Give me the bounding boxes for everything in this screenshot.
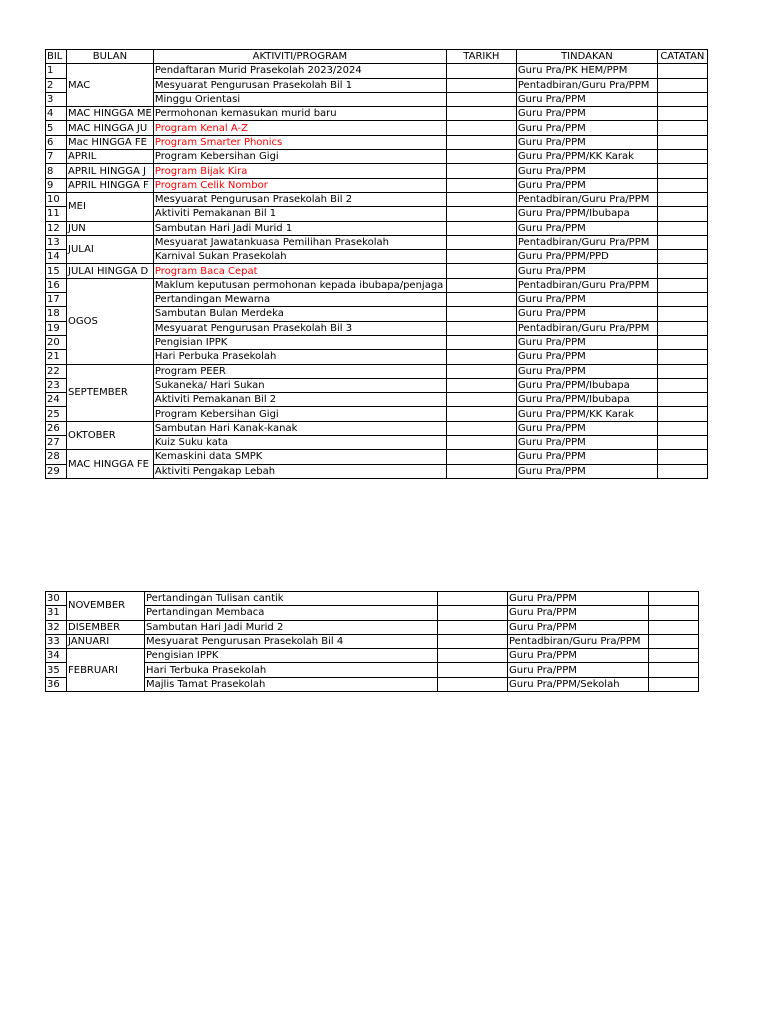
- aktiviti-cell: Program Celik Nombor: [153, 178, 446, 192]
- bil-cell: 35: [46, 663, 67, 677]
- bil-cell: 18: [46, 307, 67, 321]
- aktiviti-cell: Mesyuarat Pengurusan Prasekolah Bil 3: [153, 321, 446, 335]
- tindakan-cell: Guru Pra/PPM: [516, 335, 657, 349]
- bil-cell: 3: [46, 92, 67, 106]
- catatan-cell: [657, 421, 707, 435]
- aktiviti-cell: Program PEER: [153, 364, 446, 378]
- catatan-cell: [657, 207, 707, 221]
- table-row: [46, 178, 708, 192]
- bil-cell: 26: [46, 421, 67, 435]
- bulan-cell: NOVEMBER: [67, 592, 145, 621]
- tindakan-cell: Guru Pra/PPM: [516, 221, 657, 235]
- tarikh-cell: [446, 307, 516, 321]
- tindakan-cell: Guru Pra/PPM: [516, 121, 657, 135]
- tindakan-cell: Pentadbiran/Guru Pra/PPM: [516, 235, 657, 249]
- bulan-cell: FEBRUARI: [67, 649, 145, 692]
- aktiviti-cell: Maklum keputusan permohonan kepada ibubapa/penjaga: [153, 278, 446, 292]
- aktiviti-cell: Program Kebersihan Gigi: [153, 150, 446, 164]
- bil-cell: 36: [46, 677, 67, 691]
- bil-cell: 8: [46, 164, 67, 178]
- header-tindakan: TINDAKAN: [516, 50, 657, 64]
- catatan-cell: [657, 464, 707, 478]
- aktiviti-cell: Sambutan Hari Jadi Murid 1: [153, 221, 446, 235]
- bil-cell: 25: [46, 407, 67, 421]
- tindakan-cell: Guru Pra/PPM: [508, 606, 649, 620]
- bulan-cell: MAC HINGGA JU: [67, 121, 154, 135]
- bulan-cell: MAC HINGGA FE: [67, 450, 154, 479]
- bil-cell: 22: [46, 364, 67, 378]
- bulan-cell: JANUARI: [67, 634, 145, 648]
- tarikh-cell: [446, 293, 516, 307]
- aktiviti-cell: Mesyuarat Jawatankuasa Pemilihan Prasekolah: [153, 235, 446, 249]
- aktiviti-cell: Kuiz Suku kata: [153, 436, 446, 450]
- bil-cell: 12: [46, 221, 67, 235]
- tindakan-cell: Pentadbiran/Guru Pra/PPM: [516, 192, 657, 206]
- tindakan-cell: Guru Pra/PPM/Ibubapa: [516, 378, 657, 392]
- tarikh-cell: [446, 178, 516, 192]
- catatan-cell: [657, 450, 707, 464]
- bil-cell: 24: [46, 393, 67, 407]
- tarikh-cell: [446, 378, 516, 392]
- tindakan-cell: Guru Pra/PPM: [516, 107, 657, 121]
- table-row: [46, 64, 708, 78]
- tarikh-cell: [446, 464, 516, 478]
- catatan-cell: [657, 92, 707, 106]
- bil-cell: 28: [46, 450, 67, 464]
- bil-cell: 17: [46, 293, 67, 307]
- bil-cell: 15: [46, 264, 67, 278]
- bulan-cell: SEPTEMBER: [67, 364, 154, 421]
- header-catatan: CATATAN: [657, 50, 707, 64]
- tindakan-cell: Guru Pra/PPM: [516, 164, 657, 178]
- tarikh-cell: [446, 150, 516, 164]
- bulan-cell: Mac HINGGA FE: [67, 135, 154, 149]
- activity-table-continued: [45, 591, 699, 692]
- tindakan-cell: Guru Pra/PPM: [516, 350, 657, 364]
- tarikh-cell: [446, 78, 516, 92]
- table-row: [46, 235, 708, 249]
- aktiviti-cell: Program Kenal A-Z: [153, 121, 446, 135]
- aktiviti-cell: Minggu Orientasi: [153, 92, 446, 106]
- tarikh-cell: [446, 436, 516, 450]
- bulan-cell: APRIL HINGGA J: [67, 164, 154, 178]
- catatan-cell: [657, 107, 707, 121]
- aktiviti-cell: Hari Terbuka Prasekolah: [145, 663, 438, 677]
- catatan-cell: [657, 307, 707, 321]
- tarikh-cell: [446, 278, 516, 292]
- tindakan-cell: Guru Pra/PPM: [516, 421, 657, 435]
- tarikh-cell: [438, 677, 508, 691]
- catatan-cell: [649, 663, 699, 677]
- tindakan-cell: Guru Pra/PPM: [508, 620, 649, 634]
- aktiviti-cell: Sambutan Bulan Merdeka: [153, 307, 446, 321]
- tindakan-cell: Guru Pra/PK HEM/PPM: [516, 64, 657, 78]
- catatan-cell: [649, 592, 699, 606]
- aktiviti-cell: Program Kebersihan Gigi: [153, 407, 446, 421]
- tarikh-cell: [446, 107, 516, 121]
- header-bil: BIL: [46, 50, 67, 64]
- bil-cell: 4: [46, 107, 67, 121]
- tarikh-cell: [446, 264, 516, 278]
- table-row: [46, 121, 708, 135]
- bil-cell: 11: [46, 207, 67, 221]
- tarikh-cell: [438, 663, 508, 677]
- catatan-cell: [657, 221, 707, 235]
- tindakan-cell: Guru Pra/PPM: [516, 464, 657, 478]
- table-row: [46, 221, 708, 235]
- activity-rows-1: [46, 64, 708, 479]
- catatan-cell: [657, 178, 707, 192]
- catatan-cell: [657, 235, 707, 249]
- bulan-cell: APRIL HINGGA F: [67, 178, 154, 192]
- aktiviti-cell: Karnival Sukan Prasekolah: [153, 250, 446, 264]
- tarikh-cell: [446, 221, 516, 235]
- tarikh-cell: [438, 592, 508, 606]
- aktiviti-cell: Hari Perbuka Prasekolah: [153, 350, 446, 364]
- tarikh-cell: [446, 121, 516, 135]
- tarikh-cell: [446, 407, 516, 421]
- tarikh-cell: [446, 350, 516, 364]
- aktiviti-cell: Pertandingan Tulisan cantik: [145, 592, 438, 606]
- tindakan-cell: Guru Pra/PPM/Ibubapa: [516, 393, 657, 407]
- catatan-cell: [649, 606, 699, 620]
- aktiviti-cell: Permohonan kemasukan murid baru: [153, 107, 446, 121]
- bil-cell: 7: [46, 150, 67, 164]
- aktiviti-cell: Sambutan Hari Jadi Murid 2: [145, 620, 438, 634]
- activity-table-main: [45, 49, 708, 479]
- catatan-cell: [657, 78, 707, 92]
- bil-cell: 34: [46, 649, 67, 663]
- aktiviti-cell: Mesyuarat Pengurusan Prasekolah Bil 2: [153, 192, 446, 206]
- table-row: [46, 364, 708, 378]
- tindakan-cell: Guru Pra/PPM: [516, 92, 657, 106]
- catatan-cell: [657, 150, 707, 164]
- catatan-cell: [657, 321, 707, 335]
- aktiviti-cell: Sambutan Hari Kanak-kanak: [153, 421, 446, 435]
- table-row: [46, 649, 699, 663]
- bulan-cell: DISEMBER: [67, 620, 145, 634]
- catatan-cell: [649, 677, 699, 691]
- catatan-cell: [657, 335, 707, 349]
- table-row: [46, 264, 708, 278]
- bil-cell: 23: [46, 378, 67, 392]
- bil-cell: 27: [46, 436, 67, 450]
- aktiviti-cell: Aktiviti Pemakanan Bil 1: [153, 207, 446, 221]
- bil-cell: 16: [46, 278, 67, 292]
- tarikh-cell: [446, 364, 516, 378]
- aktiviti-cell: Aktiviti Pengakap Lebah: [153, 464, 446, 478]
- aktiviti-cell: Pendaftaran Murid Prasekolah 2023/2024: [153, 64, 446, 78]
- tindakan-cell: Guru Pra/PPM/Ibubapa: [516, 207, 657, 221]
- bil-cell: 32: [46, 620, 67, 634]
- bil-cell: 13: [46, 235, 67, 249]
- tarikh-cell: [446, 135, 516, 149]
- bulan-cell: JUN: [67, 221, 154, 235]
- catatan-cell: [657, 407, 707, 421]
- bil-cell: 20: [46, 335, 67, 349]
- tarikh-cell: [446, 164, 516, 178]
- tindakan-cell: Pentadbiran/Guru Pra/PPM: [516, 321, 657, 335]
- catatan-cell: [657, 436, 707, 450]
- catatan-cell: [657, 278, 707, 292]
- bil-cell: 21: [46, 350, 67, 364]
- catatan-cell: [657, 350, 707, 364]
- tarikh-cell: [438, 634, 508, 648]
- aktiviti-cell: Pengisian IPPK: [145, 649, 438, 663]
- aktiviti-cell: Kemaskini data SMPK: [153, 450, 446, 464]
- aktiviti-cell: Program Bijak Kira: [153, 164, 446, 178]
- table-row: [46, 107, 708, 121]
- catatan-cell: [657, 192, 707, 206]
- tindakan-cell: Guru Pra/PPM: [516, 135, 657, 149]
- table-row: [46, 634, 699, 648]
- tarikh-cell: [446, 207, 516, 221]
- tindakan-cell: Guru Pra/PPM/KK Karak: [516, 407, 657, 421]
- tindakan-cell: Guru Pra/PPM: [508, 649, 649, 663]
- table-row: [46, 164, 708, 178]
- aktiviti-cell: Program Smarter Phonics: [153, 135, 446, 149]
- bulan-cell: MEI: [67, 192, 154, 221]
- aktiviti-cell: Program Baca Cepat: [153, 264, 446, 278]
- tindakan-cell: Guru Pra/PPM: [516, 364, 657, 378]
- tarikh-cell: [446, 235, 516, 249]
- bil-cell: 19: [46, 321, 67, 335]
- tindakan-cell: Guru Pra/PPM/PPD: [516, 250, 657, 264]
- tindakan-cell: Pentadbiran/Guru Pra/PPM: [516, 78, 657, 92]
- table-row: [46, 450, 708, 464]
- header-bulan: BULAN: [67, 50, 154, 64]
- catatan-cell: [657, 364, 707, 378]
- catatan-cell: [649, 649, 699, 663]
- catatan-cell: [657, 293, 707, 307]
- catatan-cell: [657, 121, 707, 135]
- aktiviti-cell: Majlis Tamat Prasekolah: [145, 677, 438, 691]
- catatan-cell: [657, 264, 707, 278]
- table-row: [46, 592, 699, 606]
- tarikh-cell: [446, 92, 516, 106]
- catatan-cell: [657, 250, 707, 264]
- bulan-cell: APRIL: [67, 150, 154, 164]
- catatan-cell: [649, 620, 699, 634]
- aktiviti-cell: Pertandingan Membaca: [145, 606, 438, 620]
- bulan-cell: MAC: [67, 64, 154, 107]
- table-row: [46, 278, 708, 292]
- header-aktiviti: AKTIVITI/PROGRAM: [153, 50, 446, 64]
- bil-cell: 29: [46, 464, 67, 478]
- tindakan-cell: Guru Pra/PPM: [516, 178, 657, 192]
- bil-cell: 5: [46, 121, 67, 135]
- tindakan-cell: Guru Pra/PPM: [516, 264, 657, 278]
- bil-cell: 1: [46, 64, 67, 78]
- tarikh-cell: [446, 393, 516, 407]
- table-row: [46, 150, 708, 164]
- catatan-cell: [657, 164, 707, 178]
- tarikh-cell: [446, 450, 516, 464]
- header-row: [46, 50, 708, 64]
- tarikh-cell: [438, 606, 508, 620]
- bulan-cell: JULAI: [67, 235, 154, 264]
- tarikh-cell: [446, 192, 516, 206]
- tarikh-cell: [446, 64, 516, 78]
- tarikh-cell: [446, 321, 516, 335]
- table-row: [46, 620, 699, 634]
- bil-cell: 33: [46, 634, 67, 648]
- aktiviti-cell: Mesyuarat Pengurusan Prasekolah Bil 4: [145, 634, 438, 648]
- tindakan-cell: Guru Pra/PPM/Sekolah: [508, 677, 649, 691]
- aktiviti-cell: Pertandingan Mewarna: [153, 293, 446, 307]
- table-row: [46, 192, 708, 206]
- tindakan-cell: Guru Pra/PPM: [516, 293, 657, 307]
- tindakan-cell: Guru Pra/PPM: [508, 663, 649, 677]
- tindakan-cell: Pentadbiran/Guru Pra/PPM: [516, 278, 657, 292]
- header-tarikh: TARIKH: [446, 50, 516, 64]
- bil-cell: 6: [46, 135, 67, 149]
- bil-cell: 2: [46, 78, 67, 92]
- tindakan-cell: Guru Pra/PPM: [516, 436, 657, 450]
- catatan-cell: [657, 393, 707, 407]
- table-row: [46, 135, 708, 149]
- catatan-cell: [657, 135, 707, 149]
- aktiviti-cell: Aktiviti Pemakanan Bil 2: [153, 393, 446, 407]
- aktiviti-cell: Pengisian IPPK: [153, 335, 446, 349]
- tarikh-cell: [446, 250, 516, 264]
- tarikh-cell: [438, 649, 508, 663]
- bulan-cell: MAC HINGGA ME: [68, 108, 152, 120]
- tindakan-cell: Guru Pra/PPM/KK Karak: [516, 150, 657, 164]
- bil-cell: 30: [46, 592, 67, 606]
- table-row: [46, 421, 708, 435]
- catatan-cell: [657, 64, 707, 78]
- tarikh-cell: [438, 620, 508, 634]
- bulan-cell: OKTOBER: [67, 421, 154, 450]
- bulan-cell: OGOS: [67, 278, 154, 364]
- catatan-cell: [649, 634, 699, 648]
- tindakan-cell: Guru Pra/PPM: [516, 450, 657, 464]
- bil-cell: 14: [46, 250, 67, 264]
- tarikh-cell: [446, 335, 516, 349]
- catatan-cell: [657, 378, 707, 392]
- aktiviti-cell: Mesyuarat Pengurusan Prasekolah Bil 1: [153, 78, 446, 92]
- bulan-cell: JULAI HINGGA D: [67, 264, 154, 278]
- tindakan-cell: Guru Pra/PPM: [516, 307, 657, 321]
- tarikh-cell: [446, 421, 516, 435]
- bil-cell: 31: [46, 606, 67, 620]
- tindakan-cell: Pentadbiran/Guru Pra/PPM: [508, 634, 649, 648]
- bil-cell: 9: [46, 178, 67, 192]
- bil-cell: 10: [46, 192, 67, 206]
- tindakan-cell: Guru Pra/PPM: [508, 592, 649, 606]
- aktiviti-cell: Sukaneka/ Hari Sukan: [153, 378, 446, 392]
- activity-rows-2: [46, 592, 699, 692]
